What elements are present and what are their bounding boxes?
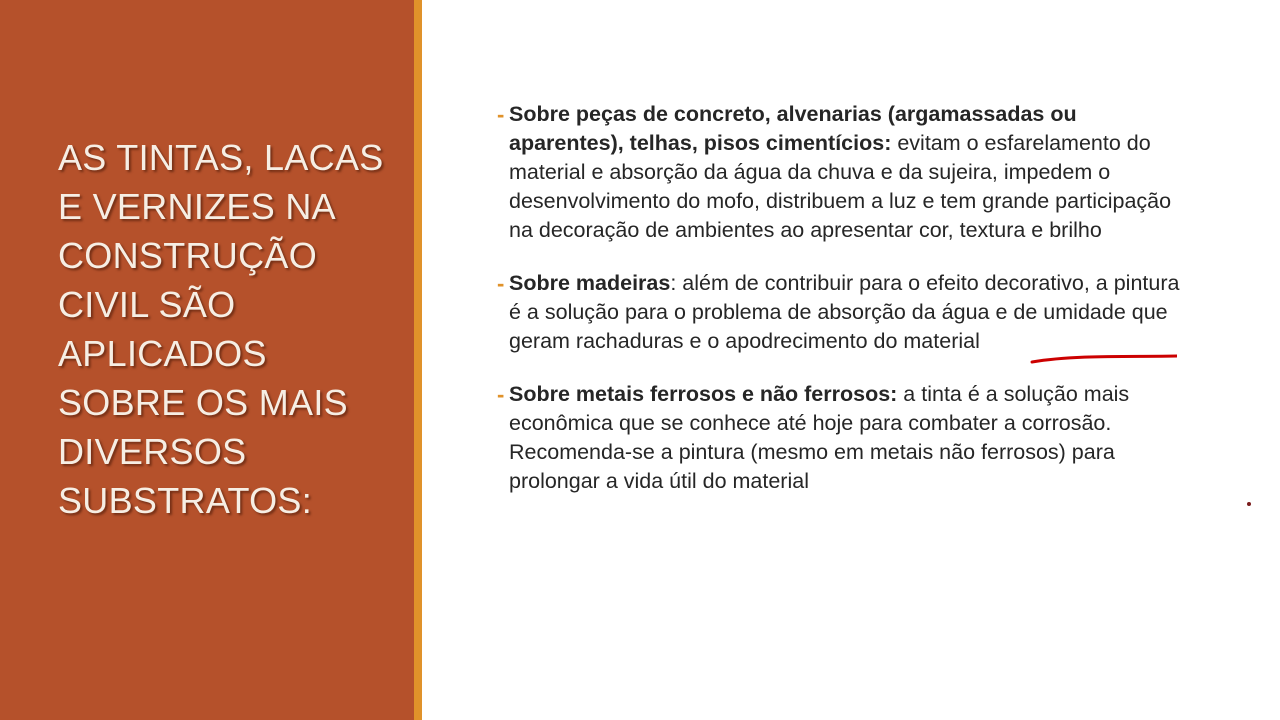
bullet-body: a tinta é a solução mais econômica que se conhece até hoje para combater a corrosão. Recomenda-se a pintura (mesmo em metais não ferrosos) para prolongar a vida útil do material [509,382,1130,493]
bullet-lead: Sobre metais ferrosos e não ferrosos: [509,382,898,406]
bullet-text [509,100,1187,245]
bullet-body: evitam o esfarelamento do material e absorção da água da chuva e da sujeira, impedem o desenvolvimento do mofo, distribuem a luz e tem grande participação na decoração de ambientes ao apresentar cor, textura e brilho [509,131,1172,242]
bullet-text [509,380,1187,496]
list-item [497,269,1187,356]
bullet-dash-icon: - [497,382,505,407]
page-title: AS TINTAS, LACAS E VERNIZES NA CONSTRUÇÃO CIVIL SÃO APLICADOS SOBRE OS MAIS DIVERSOS SUBSTRATOS: [58,137,384,521]
bullet-lead: Sobre peças de concreto, alvenarias (argamassadas ou aparentes), telhas, pisos cimentícios: [509,102,1077,155]
bullet-lead: Sobre madeiras [509,271,671,295]
bullet-text [509,269,1187,356]
list-item [497,100,1187,245]
list-item [497,380,1187,496]
bullet-body: : além de contribuir para o efeito decorativo, a pintura é a solução para o problema de absorção da água e de umidade que geram rachaduras e o apodrecimento do material [509,271,1180,353]
accent-bar [414,0,422,720]
bullet-dash-icon: - [497,271,505,296]
content-panel [422,0,1280,720]
ink-dot [1247,502,1251,506]
title-panel [0,0,422,720]
bullet-dash-icon: - [497,102,505,127]
